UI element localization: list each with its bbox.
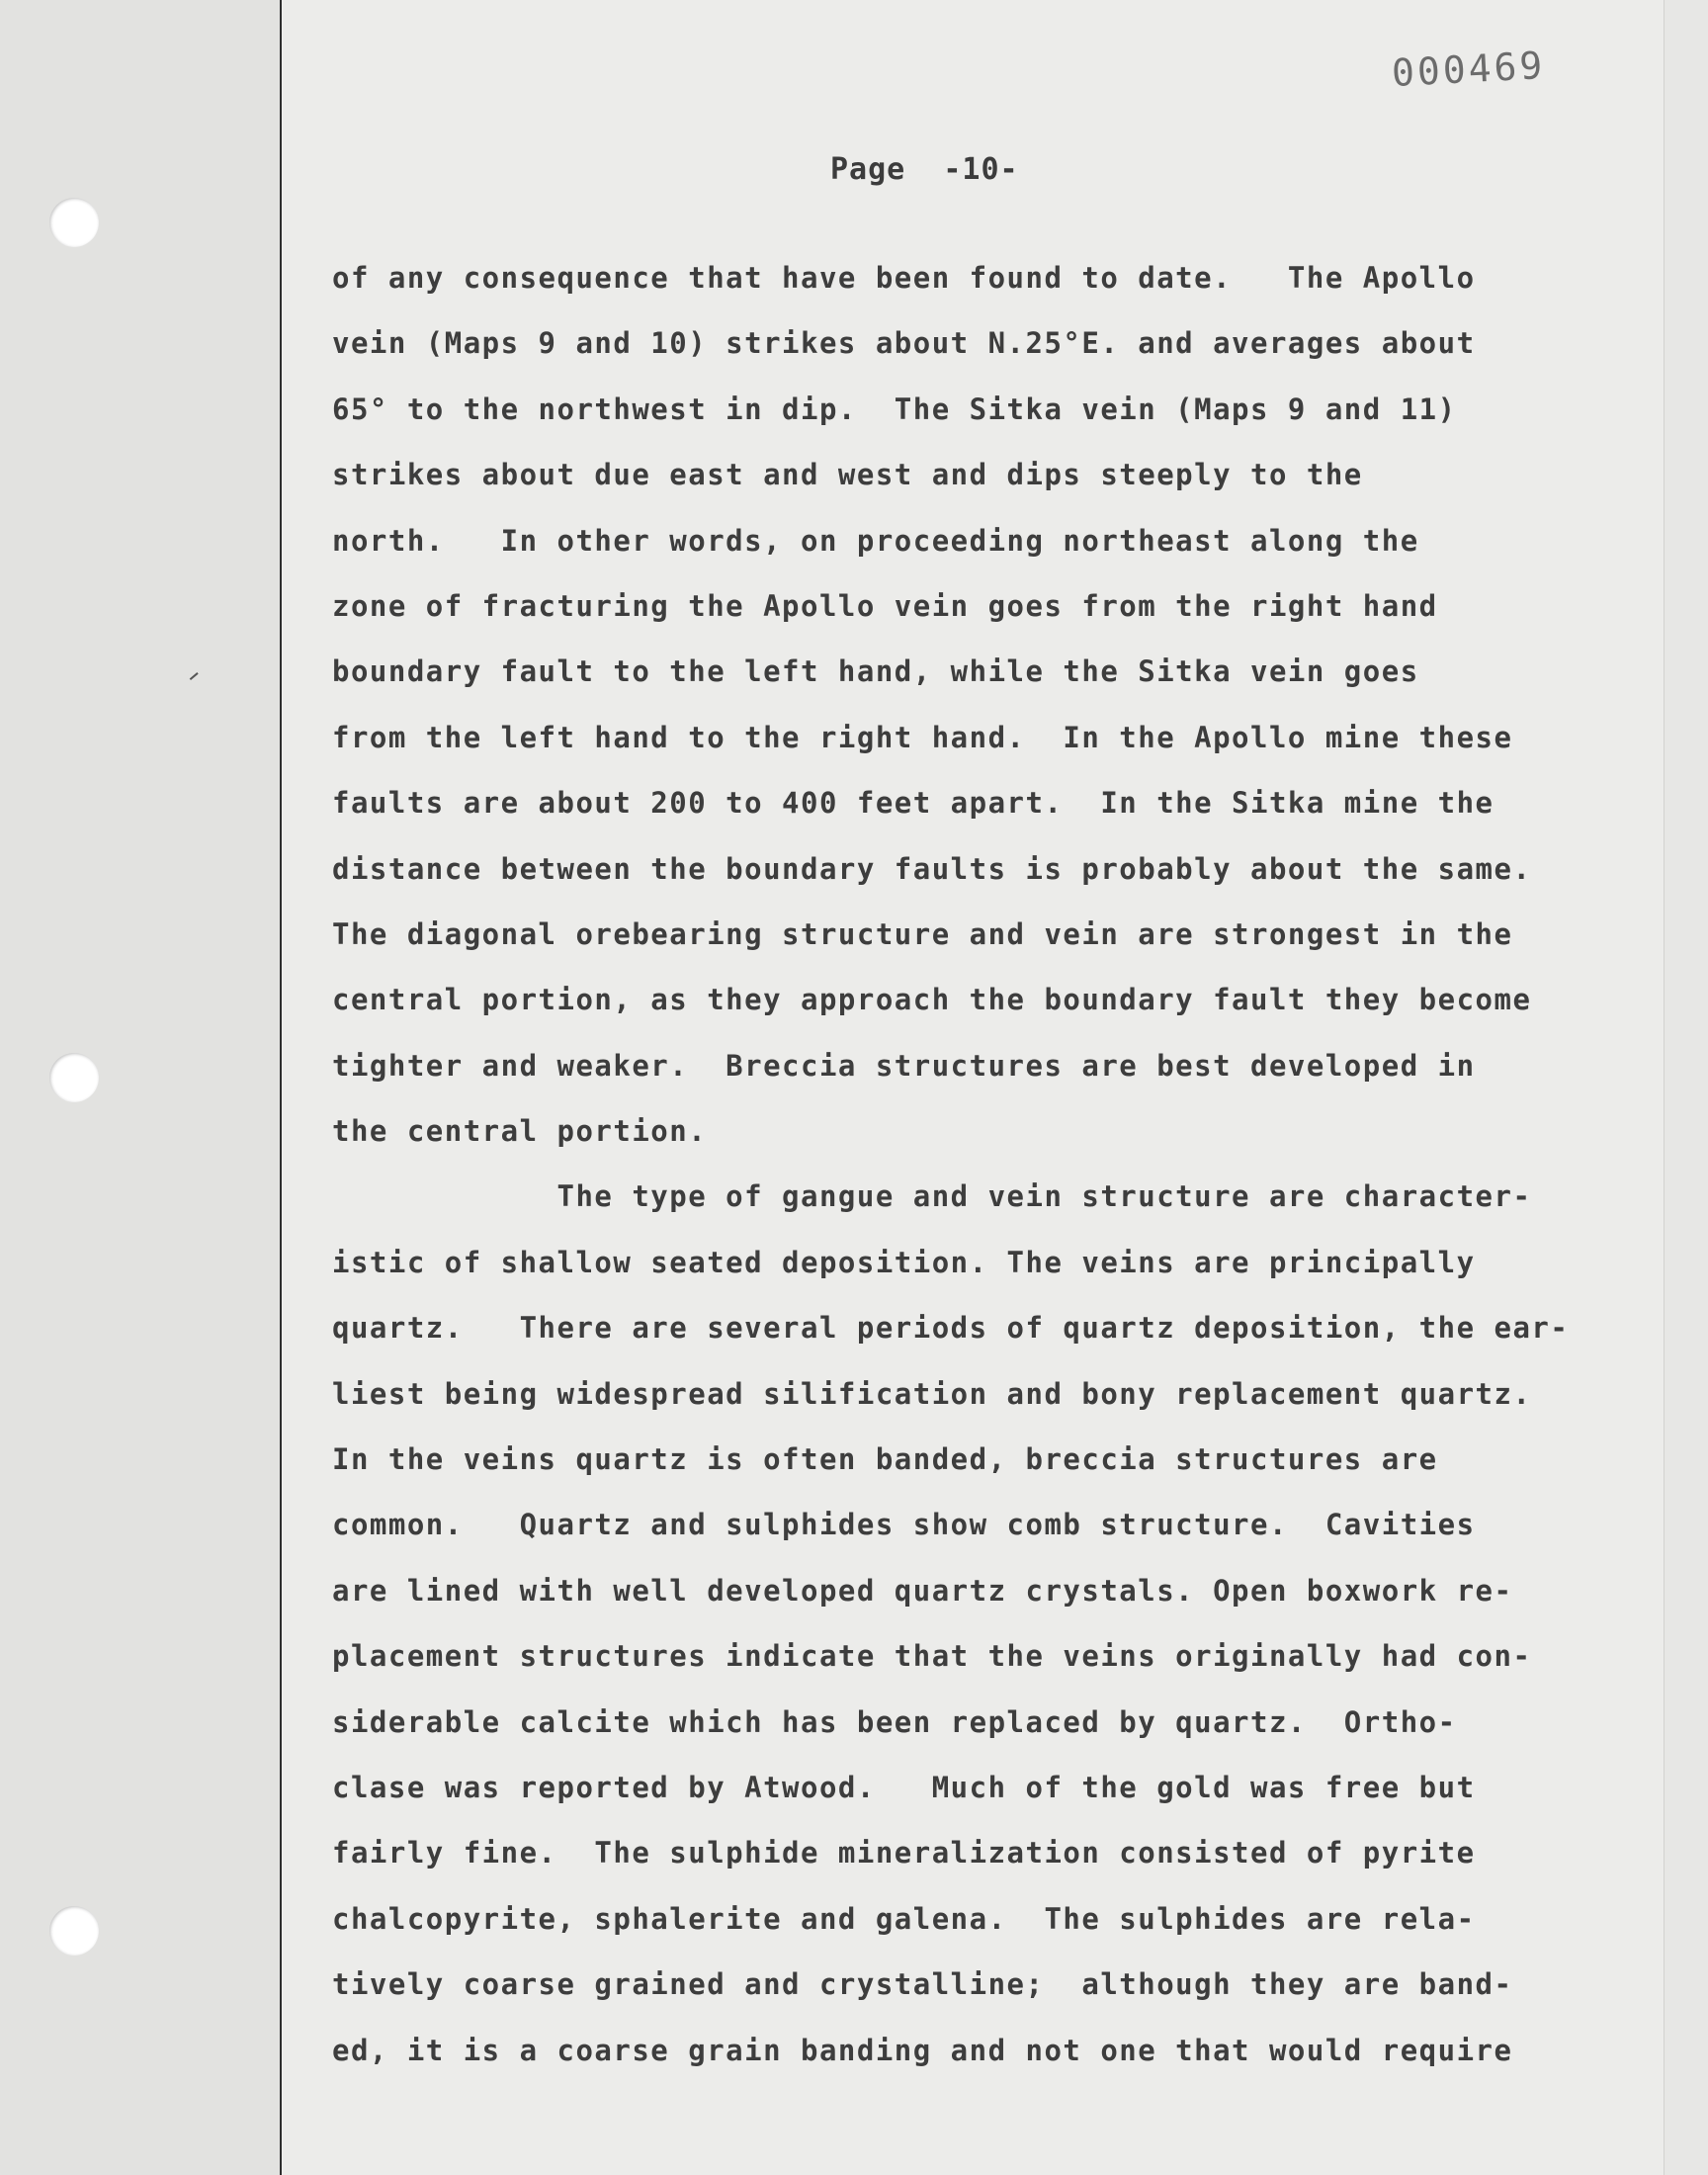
text-line: liest being widespread silification and bony replacement quartz.	[332, 1376, 1532, 1411]
text-line: from the left hand to the right hand. In the Apollo mine these	[332, 720, 1513, 754]
text-line: ed, it is a coarse grain banding and not one that would require	[332, 2033, 1513, 2067]
text-line: vein (Maps 9 and 10) strikes about N.25°E. and averages about	[332, 326, 1476, 361]
text-line: The type of gangue and vein structure are character-	[332, 1179, 1532, 1214]
text-line: fairly fine. The sulphide mineralization consisted of pyrite	[332, 1836, 1476, 1870]
text-line: boundary fault to the left hand, while the Sitka vein goes	[332, 654, 1419, 689]
document-stamp-number: 000469	[1390, 43, 1547, 96]
text-line: In the veins quartz is often banded, breccia structures are	[332, 1442, 1438, 1477]
text-line: are lined with well developed quartz crystals. Open boxwork re-	[332, 1573, 1513, 1608]
typed-body-text	[332, 245, 1617, 2083]
text-line: faults are about 200 to 400 feet apart. In the Sitka mine the	[332, 786, 1494, 821]
punch-hole-top	[49, 198, 99, 247]
text-line: tively coarse grained and crystalline; although they are band-	[332, 1967, 1513, 2002]
binder-margin	[0, 0, 280, 2175]
text-line: The diagonal orebearing structure and vein are strongest in the	[332, 916, 1513, 951]
page-number-header: Page -10-	[830, 152, 1019, 187]
text-line: placement structures indicate that the veins originally had con-	[332, 1639, 1532, 1674]
text-line: zone of fracturing the Apollo vein goes from the right hand	[332, 588, 1438, 623]
text-line: quartz. There are several periods of quartz deposition, the ear-	[332, 1311, 1570, 1346]
text-line: siderable calcite which has been replaced by quartz. Ortho-	[332, 1704, 1457, 1739]
text-line: istic of shallow seated deposition. The veins are principally	[332, 1245, 1476, 1279]
text-line: the central portion.	[332, 1114, 708, 1149]
text-line: distance between the boundary faults is probably about the same.	[332, 851, 1532, 886]
text-line: chalcopyrite, sphalerite and galena. The sulphides are rela-	[332, 1901, 1476, 1936]
text-line: of any consequence that have been found to date. The Apollo	[332, 261, 1476, 295]
punch-hole-bottom	[49, 1906, 99, 1956]
text-line: tighter and weaker. Breccia structures are best developed in	[332, 1048, 1476, 1083]
text-line: north. In other words, on proceeding northeast along the	[332, 523, 1419, 558]
text-line: clase was reported by Atwood. Much of the gold was free but	[332, 1770, 1476, 1804]
text-line: strikes about due east and west and dips steeply to the	[332, 458, 1363, 492]
pencil-tick-mark	[183, 664, 198, 680]
text-line: 65° to the northwest in dip. The Sitka vein (Maps 9 and 11)	[332, 392, 1457, 426]
text-line: common. Quartz and sulphides show comb structure. Cavities	[332, 1508, 1476, 1542]
punch-hole-middle	[49, 1053, 99, 1102]
text-line: central portion, as they approach the boundary fault they become	[332, 983, 1532, 1017]
